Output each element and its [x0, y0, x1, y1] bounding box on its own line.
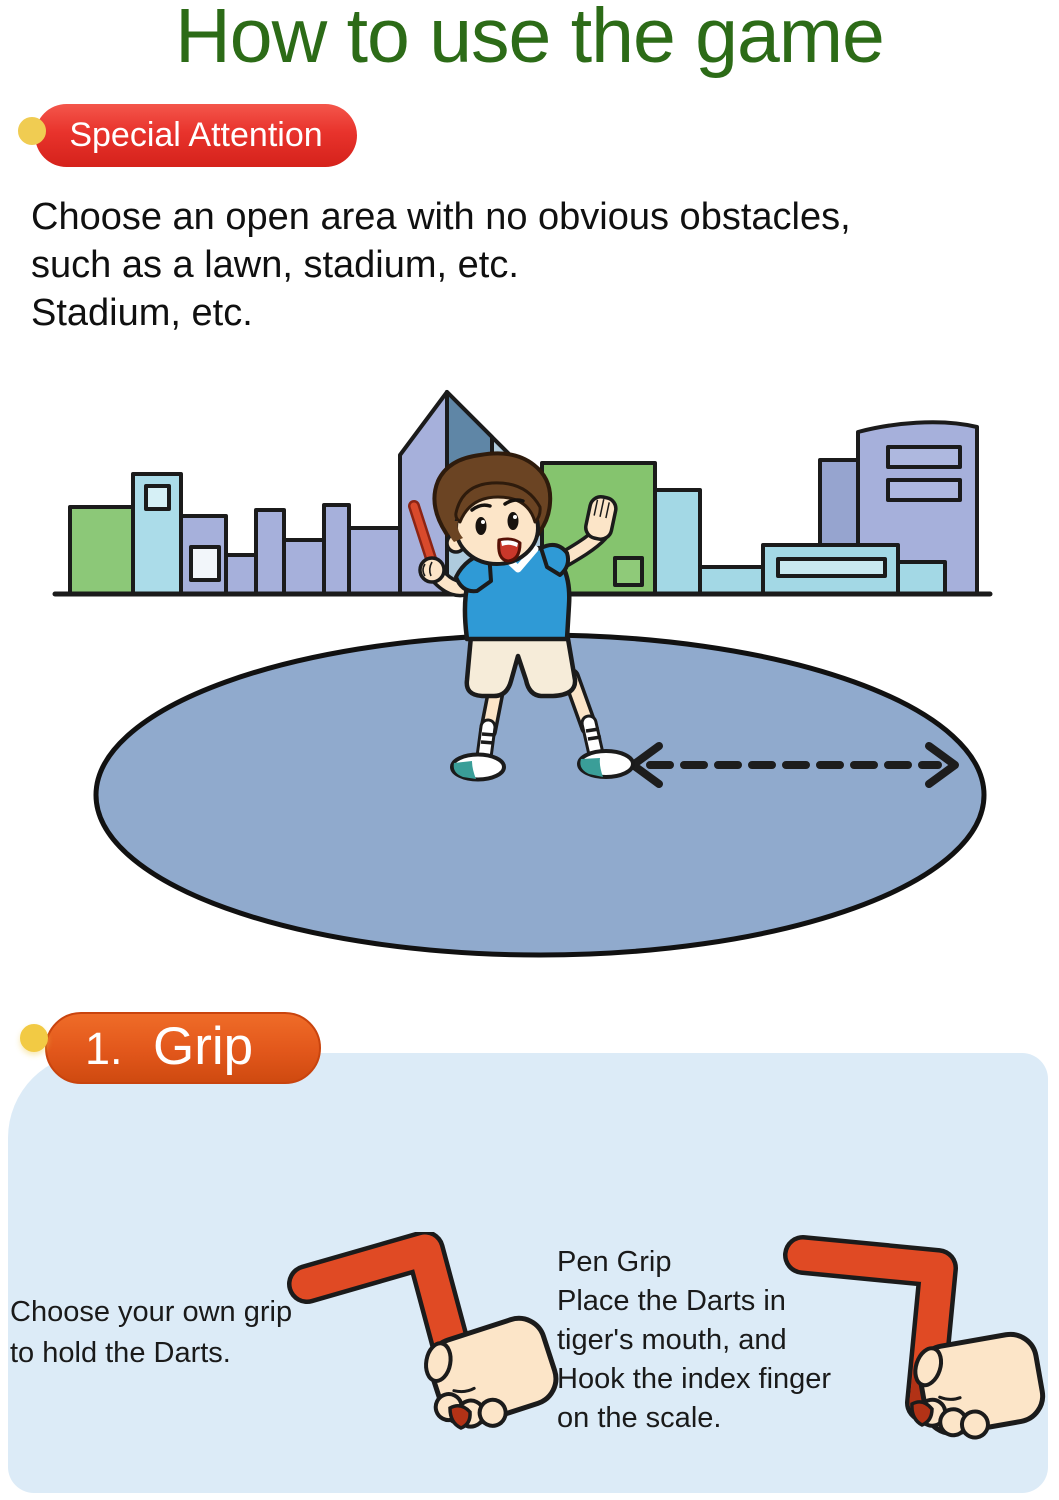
open-area-illustration: [0, 385, 1059, 985]
intro-line: Choose an open area with no obvious obstacles,: [31, 196, 851, 238]
grip-badge: [45, 1012, 321, 1084]
intro-text: [31, 193, 851, 337]
choose-grip-text: [10, 1292, 292, 1374]
special-attention-bullet-icon: [18, 117, 46, 145]
pen-grip-line: Pen Grip: [557, 1246, 672, 1278]
intro-line: Stadium, etc.: [31, 292, 253, 334]
special-attention-badge: [35, 104, 357, 167]
pen-grip-line: on the scale.: [557, 1402, 722, 1434]
page-title: How to use the game: [175, 0, 884, 79]
boomerang-tip: [450, 1406, 470, 1428]
special-attention-label: Special Attention: [69, 116, 323, 154]
grip-label: Grip: [152, 1017, 254, 1076]
grip-number: 1.: [85, 1023, 123, 1074]
boomerang-grip-illustration: [260, 1232, 570, 1454]
pen-grip-line: tiger's mouth, and: [557, 1324, 787, 1356]
intro-line: such as a lawn, stadium, etc.: [31, 244, 519, 286]
grip-bullet-icon: [20, 1024, 48, 1052]
choose-grip-line: Choose your own grip: [10, 1296, 293, 1328]
pen-grip-text: [557, 1243, 831, 1438]
boomerang-tip: [912, 1402, 932, 1425]
choose-grip-line: to hold the Darts.: [10, 1337, 231, 1369]
pen-grip-line: Place the Darts in: [557, 1285, 786, 1317]
pen-grip-line: Hook the index finger: [557, 1363, 832, 1395]
